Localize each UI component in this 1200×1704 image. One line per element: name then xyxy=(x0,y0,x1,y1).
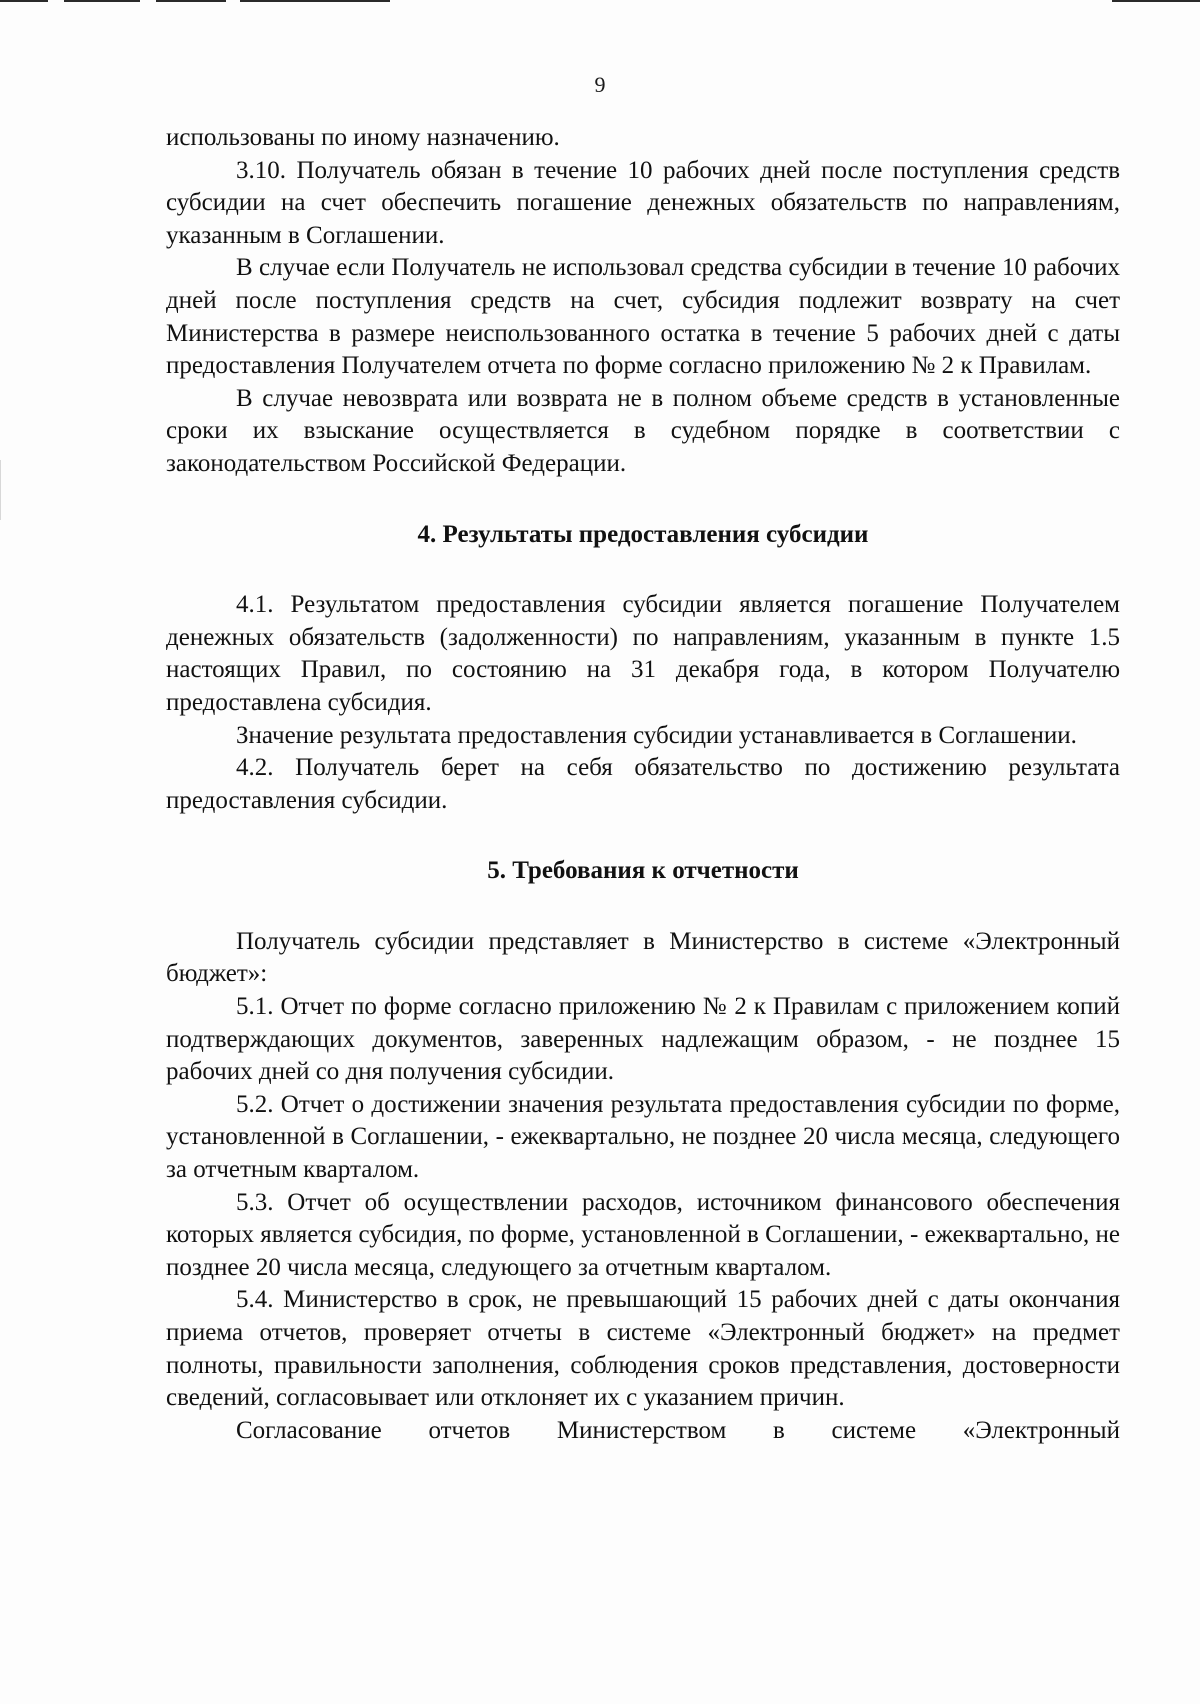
scan-artifact-margin xyxy=(0,460,1,520)
section-4-heading: 4. Результаты предоставления субсидии xyxy=(417,520,869,548)
paragraph-continuation: использованы по иному назначению. xyxy=(166,124,560,151)
paragraph-unused-funds: В случае если Получатель не использовал средства субсидии в течение 10 рабочих дней после поступления средств на счет, субсидия подлежит возврату на счет Министерства в размере неиспользованного остатка в течение 5 рабочих дней с даты предоставления Получателем отчета по форме согласно приложению № 2 к Правилам. xyxy=(166,254,1120,380)
page-number: 9 xyxy=(594,72,606,97)
paragraph-5-3: 5.3. Отчет об осуществлении расходов, источником финансового обеспечения которых является субсидия, по форме, установленной в Соглашении, - ежеквартально, не позднее 20 числа месяца, следующего за отчетным кварталом. xyxy=(166,1188,1120,1281)
paragraph-result-value: Значение результата предоставления субсидии устанавливается в Соглашении. xyxy=(236,721,1077,749)
paragraph-non-return: В случае невозврата или возврата не в полном объеме средств в установленные сроки их взыскание осуществляется в судебном порядке в соответствии с законодательством Российской Федерации. xyxy=(166,384,1120,477)
paragraph-5-2: 5.2. Отчет о достижении значения результата предоставления субсидии по форме, установленной в Соглашении, - ежеквартально, не позднее 20 числа месяца, следующего за отчетным кварталом. xyxy=(166,1090,1120,1184)
paragraph-approval: Согласование отчетов Министерством в системе «Электронный xyxy=(236,1416,1120,1444)
section-5-heading: 5. Требования к отчетности xyxy=(487,857,799,885)
paragraph-reporting-intro: Получатель субсидии представляет в Министерство в системе «Электронный бюджет»: xyxy=(166,927,1120,988)
paragraph-3-10: 3.10. Получатель обязан в течение 10 рабочих дней после поступления средств субсидии на счет обеспечить погашение денежных обязательств по направлениям, указанным в Соглашении. xyxy=(166,156,1120,249)
scan-artifact-top-edge xyxy=(0,0,1200,6)
document-body xyxy=(166,122,1120,1447)
paragraph-5-1: 5.1. Отчет по форме согласно приложению № 2 к Правилам с приложением копий подтверждающих документов, заверенных надлежащим образом, - не позднее 15 рабочих дней со дня получения субсидии. xyxy=(166,993,1120,1086)
paragraph-4-1: 4.1. Результатом предоставления субсидии является погашение Получателем денежных обязательств (задолженности) по направлениям, указанным в пункте 1.5 настоящих Правил, по состоянию на 31 декабря года, в котором Получателю предоставлена субсидия. xyxy=(166,591,1120,716)
paragraph-5-4: 5.4. Министерство в срок, не превышающий 15 рабочих дней с даты окончания приема отчетов, проверяет отчеты в системе «Электронный бюджет» на предмет полноты, правильности заполнения, соблюдения сроков представления, достоверности сведений, согласовывает или отклоняет их с указанием причин. xyxy=(166,1286,1120,1412)
paragraph-4-2: 4.2. Получатель берет на себя обязательство по достижению результата предоставления субсидии. xyxy=(166,754,1120,814)
